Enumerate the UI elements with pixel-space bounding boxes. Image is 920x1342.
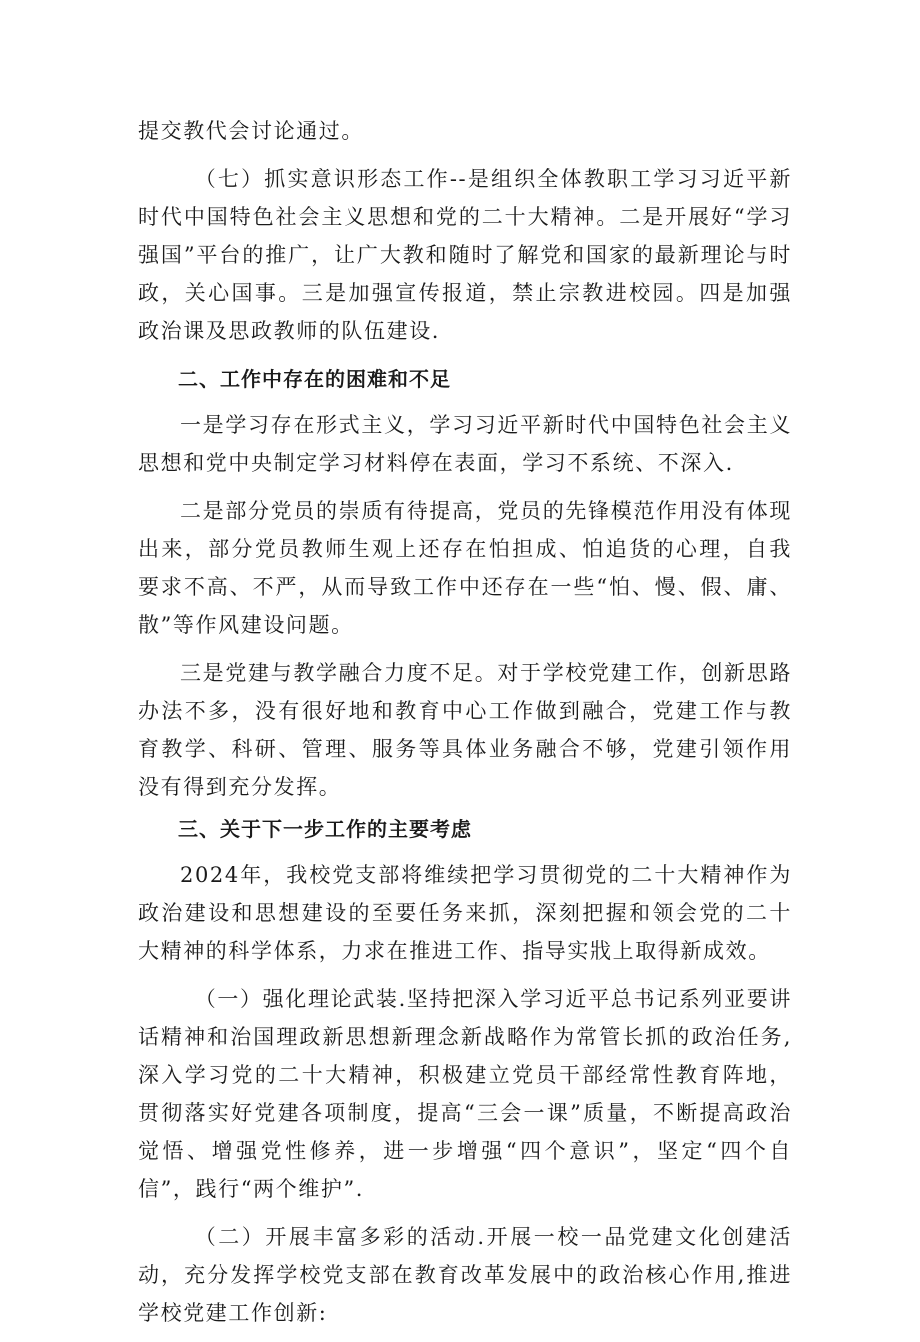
paragraph-plan-intro: 2024年，我校党支部将维续把学习贯彻党的二十大精神作为政治建设和思想建设的至要任务来抓，深刻把握和领会党的二十大精神的科学体系，力求在推进工作、指导实戕上取得新成效。 <box>138 863 792 963</box>
paragraph-problem-two: 二是部分党员的崇质有待提高，党员的先锋模范作用没有体现出来，部分党员教师生观上还存在怕担成、怕追货的心理，自我要求不高、不严，从而导致工作中还存在一些“怕、慢、假、庸、散”等作风建设问题。 <box>138 499 792 637</box>
section-heading-three: 三、关于下一步工作的主要考虑 <box>178 817 472 841</box>
paragraph-item-seven: （七）抓实意识形态工作--是组织全体教职工学习习近平新时代中国特色社会主义思想和党的二十大精神。二是开展好“学习强国”平台的推广，让广大教和随时了解党和国家的最新理论与时政，关心国事。三是加强宣传报道，禁止宗教进校园。四是加强政治课及思政教师的队伍建设. <box>138 167 792 343</box>
section-heading-two: 二、工作中存在的困难和不足 <box>178 367 451 391</box>
paragraph-plan-one: （一）强化理论武装.坚持把深入学习近平总书记系列亚要讲话精神和治国理政新思想新理念新战略作为常管长抓的政治任务,深入学习党的二十大精神，积极建立党员干部经常性教育阵地，贯彻落实好党建各项制度，提高“三会一课”质量，不断提高政治觉悟、增强党性修养，进一步增强“四个意识”，坚定“四个自信”，践行“两个维护”. <box>138 987 792 1201</box>
paragraph-problem-three: 三是党建与教学融合力度不足。对于学校党建工作，创新思路办法不多，没有很好地和教育中心工作做到融合，党建工作与教育教学、科研、管理、服务等具体业务融合不够，党建引领作用没有得到充分发挥。 <box>138 661 792 799</box>
paragraph-continuation: 提交教代会讨论通过。 <box>138 119 364 143</box>
document-body <box>138 112 792 1342</box>
paragraph-problem-one: 一是学习存在形式主义，学习习近平新时代中国特色社会主义思想和党中央制定学习材料停在表面，学习不系统、不深入. <box>138 413 792 475</box>
paragraph-plan-two: （二）开展丰富多彩的活动.开展一校一品党建文化创建活动，充分发挥学校党支部在教育改革发展中的政治核心作用,推进学校党建工作创新: <box>138 1225 792 1325</box>
